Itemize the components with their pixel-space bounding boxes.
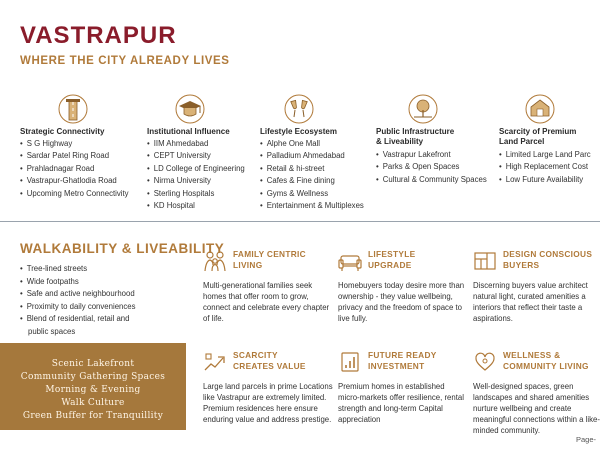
page-subtitle: WHERE THE CITY ALREADY LIVES	[20, 55, 230, 67]
investment-icon	[338, 350, 362, 374]
highlight-line: Morning & Evening	[45, 385, 141, 395]
card-text: Well-designed spaces, green landscapes and shared amenities nurture wellbeing and create meaningful connections within a like-minded community.	[473, 382, 600, 436]
card-title: FAMILY CENTRIC LIVING	[233, 249, 306, 270]
tree-landscape-icon	[408, 94, 438, 124]
feature-list	[499, 149, 591, 186]
page-number: Page-	[576, 435, 597, 444]
list-item: • LD College of Engineering	[147, 163, 245, 175]
feature-list	[376, 149, 487, 186]
feature-title: Institutional Influence	[147, 127, 230, 136]
list-item: • Vastrapur-Ghatlodia Road	[20, 175, 129, 187]
card-text: Discerning buyers value architect natural light, curated amenities a interiors that reflect their taste a aspirations.	[473, 281, 588, 324]
road-icon	[58, 94, 88, 124]
list-item: • Nirma University	[147, 175, 245, 187]
list-item: • Prahladnagar Road	[20, 163, 129, 175]
feature-list	[20, 138, 129, 200]
glasses-cheers-icon	[284, 94, 314, 124]
list-item: • Tree-lined streets	[20, 263, 190, 276]
scarcity-icon	[203, 350, 227, 374]
card-text: Homebuyers today desire more than ownership - they value wellbeing, privacy and the freedom of space to live fully.	[338, 281, 465, 324]
list-item: • Sterling Hospitals	[147, 188, 245, 200]
family-icon	[203, 249, 227, 273]
highlight-line: Green Buffer for Tranquillity	[22, 411, 164, 421]
list-item: • Vastrapur Lakefront	[376, 149, 487, 161]
card-title: SCARCITY CREATES VALUE	[233, 350, 306, 371]
list-item: • Palladium Ahmedabad	[260, 150, 364, 162]
highlight-line: Community Gathering Spaces	[20, 372, 166, 382]
list-item: • Parks & Open Spaces	[376, 161, 487, 173]
list-item: • Entertainment & Multiplexes	[260, 200, 364, 212]
card-title: LIFESTYLE UPGRADE	[368, 249, 416, 270]
walkability-title: WALKABILITY & LIVEABILITY	[20, 241, 225, 256]
feature-list	[147, 138, 245, 212]
card-title: FUTURE READY INVESTMENT	[368, 350, 437, 371]
list-item: • IIM Ahmedabad	[147, 138, 245, 150]
list-item: • Cafes & Fine dining	[260, 175, 364, 187]
list-item: • High Replacement Cost	[499, 161, 591, 173]
wellness-heart-icon	[473, 350, 497, 374]
list-item: • Alphe One Mall	[260, 138, 364, 150]
list-item: • KD Hospital	[147, 200, 245, 212]
list-item: • Blend of residential, retail and public spaces	[20, 313, 150, 338]
list-item: • Safe and active neighbourhood	[20, 288, 190, 301]
list-item: • Low Future Availability	[499, 174, 591, 186]
card-text: Premium homes in established micro-markets offer resilience, rental strength and long-term Capital appreciation	[338, 382, 464, 425]
highlight-line: Walk Culture	[61, 398, 125, 408]
card-text: Large land parcels in prime Locations like Vastrapur are extremely limited. Premium residences here ensure enduring value and address prestige.	[203, 382, 333, 425]
design-blueprint-icon	[473, 249, 497, 273]
feature-title: Lifestyle Ecosystem	[260, 127, 337, 136]
sofa-icon	[338, 249, 362, 273]
list-item: • Cultural & Community Spaces	[376, 174, 487, 186]
feature-title: Strategic Connectivity	[20, 127, 105, 136]
walkability-list	[20, 263, 190, 338]
list-item: • Sardar Patel Ring Road	[20, 150, 129, 162]
card-title: DESIGN CONSCIOUS BUYERS	[503, 249, 593, 270]
features-row	[0, 94, 600, 214]
list-item: • Proximity to daily conveniences	[20, 301, 190, 314]
list-item: • S G Highway	[20, 138, 129, 150]
land-parcel-icon	[525, 94, 555, 124]
feature-title: Public Infrastructure & Liveability	[376, 127, 455, 146]
list-item: • Wide footpaths	[20, 276, 190, 289]
list-item: • Upcoming Metro Connectivity	[20, 188, 129, 200]
list-item: • Retail & hi-street	[260, 163, 364, 175]
feature-title: Scarcity of Premium Land Parcel	[499, 127, 577, 146]
feature-list	[260, 138, 364, 212]
highlight-box	[0, 343, 186, 430]
section-divider	[0, 221, 600, 222]
card-text: Multi-generational families seek homes that offer room to grow, connect and celebrate every chapter of life.	[203, 281, 330, 324]
page-title: VASTRAPUR	[20, 22, 177, 49]
list-item: • Limited Large Land Parc	[499, 149, 591, 161]
list-item: • Gyms & Wellness	[260, 188, 364, 200]
card-title: WELLNESS & COMMUNITY LIVING	[503, 350, 589, 371]
graduation-cap-icon	[175, 94, 205, 124]
highlight-line: Scenic Lakefront	[51, 359, 135, 369]
list-item: • CEPT University	[147, 150, 245, 162]
